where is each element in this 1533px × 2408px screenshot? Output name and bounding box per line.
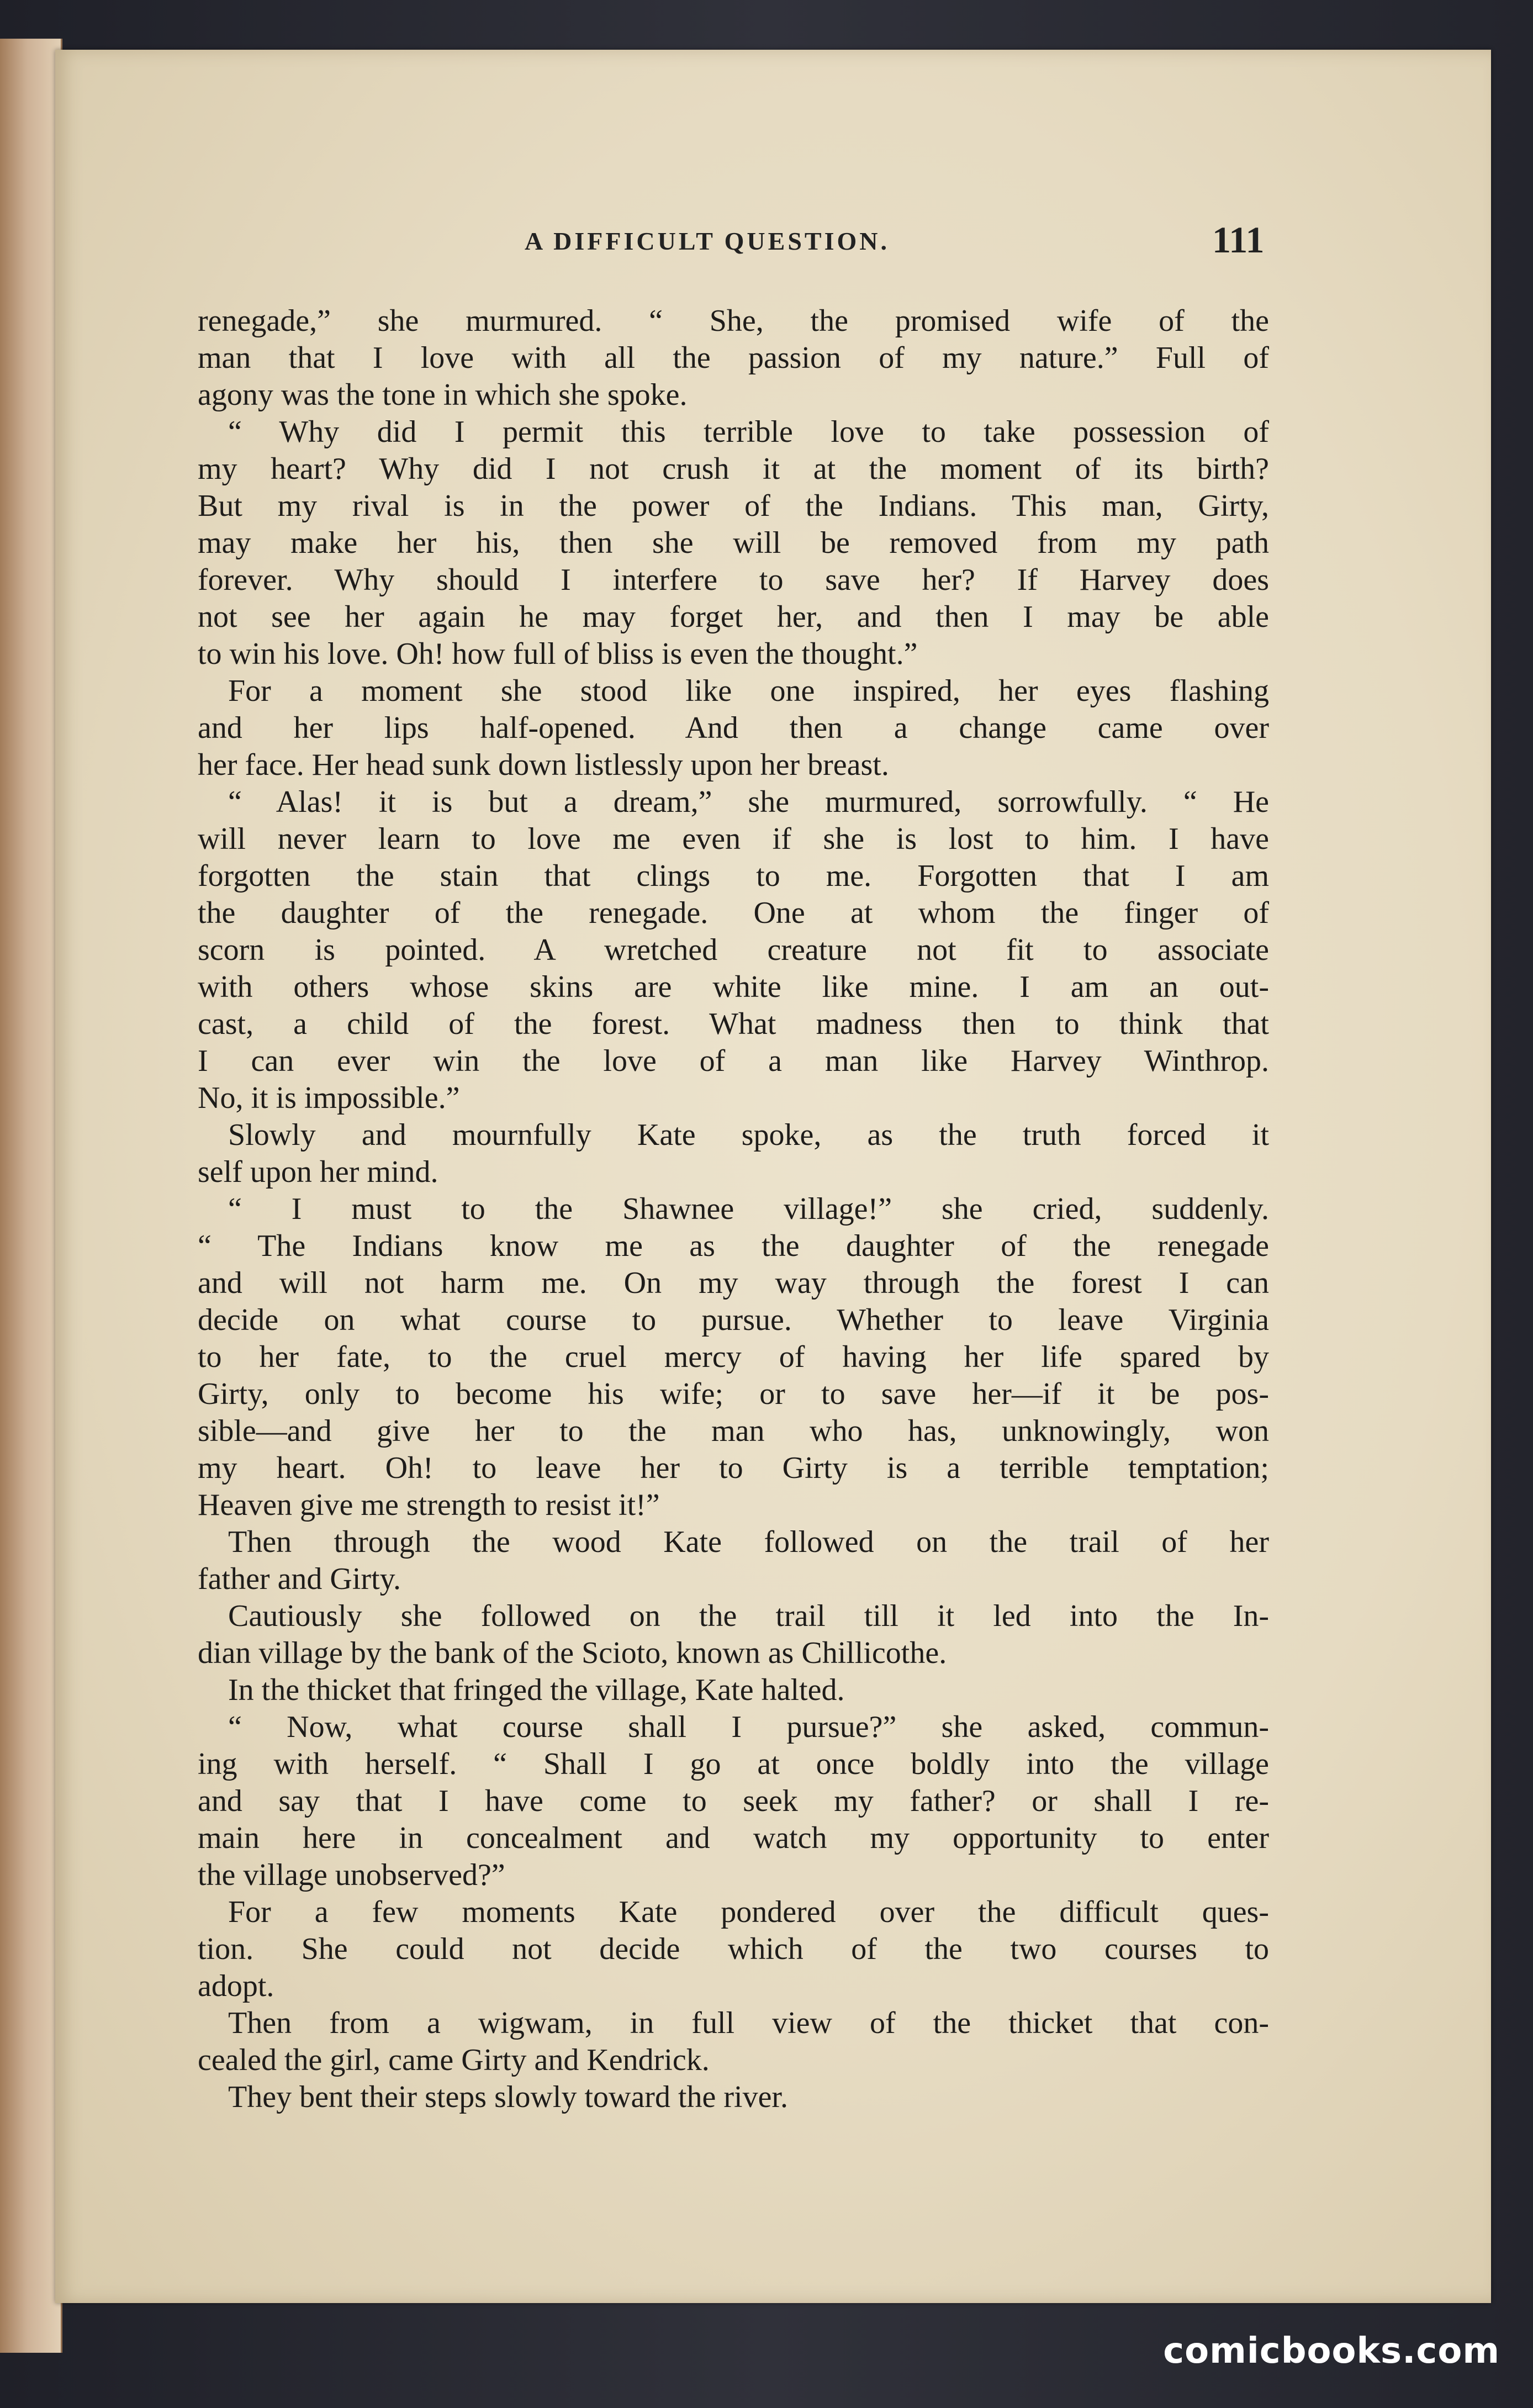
text-line: Slowly and mournfully Kate spoke, as the truth forced it: [228, 1118, 1269, 1152]
text-line: and will not harm me. On my way through the forest I can: [198, 1266, 1269, 1300]
text-line: They bent their steps slowly toward the river.: [228, 2080, 788, 2114]
text-line: not see her again he may forget her, and then I may be able: [198, 600, 1269, 634]
text-line: the daughter of the renegade. One at whom the finger of: [198, 896, 1269, 930]
text-line: may make her his, then she will be removed from my path: [198, 526, 1269, 560]
text-line: No, it is impossible.”: [198, 1081, 460, 1115]
text-line: father and Girty.: [198, 1562, 401, 1596]
text-line: decide on what course to pursue. Whether to leave Virginia: [198, 1303, 1269, 1337]
text-line: “ Alas! it is but a dream,” she murmured, sorrowfully. “ He: [228, 785, 1269, 819]
text-line: Then from a wigwam, in full view of the thicket that con-: [228, 2006, 1269, 2040]
text-line: forever. Why should I interfere to save her? If Harvey does: [198, 563, 1269, 597]
text-line: Girty, only to become his wife; or to save her—if it be pos-: [198, 1377, 1269, 1411]
previous-page-edge: [0, 39, 62, 2353]
text-line: sible—and give her to the man who has, unknowingly, won: [198, 1414, 1269, 1448]
watermark: comicbooks.com: [1163, 2331, 1500, 2372]
text-line: cast, a child of the forest. What madness then to think that: [198, 1007, 1269, 1041]
text-line: ing with herself. “ Shall I go at once boldly into the village: [198, 1747, 1269, 1781]
text-line: with others whose skins are white like mine. I am an out-: [198, 970, 1269, 1004]
text-line: “ I must to the Shawnee village!” she cried, suddenly.: [228, 1192, 1269, 1226]
text-line: “ Now, what course shall I pursue?” she asked, commun-: [228, 1710, 1269, 1744]
text-line: to win his love. Oh! how full of bliss is even the thought.”: [198, 637, 918, 671]
text-line: scorn is pointed. A wretched creature not fit to associate: [198, 933, 1269, 967]
text-line: and her lips half-opened. And then a change came over: [198, 711, 1269, 745]
text-line: tion. She could not decide which of the two courses to: [198, 1932, 1269, 1966]
page-number: 111: [1212, 219, 1265, 261]
text-line: adopt.: [198, 1969, 274, 2003]
text-line: dian village by the bank of the Scioto, known as Chillicothe.: [198, 1636, 947, 1670]
text-line: cealed the girl, came Girty and Kendrick.: [198, 2043, 710, 2077]
text-line: agony was the tone in which she spoke.: [198, 378, 688, 412]
page-text: [198, 303, 1269, 2116]
text-line: renegade,” she murmured. “ She, the promised wife of the: [198, 304, 1269, 338]
text-line: forgotten the stain that clings to me. Forgotten that I am: [198, 859, 1269, 893]
text-line: man that I love with all the passion of my nature.” Full of: [198, 341, 1269, 375]
text-line: my heart? Why did I not crush it at the moment of its birth?: [198, 452, 1269, 486]
text-line: But my rival is in the power of the Indians. This man, Girty,: [198, 489, 1269, 523]
text-line: “ Why did I permit this terrible love to take possession of: [228, 415, 1269, 449]
text-line: Cautiously she followed on the trail till it led into the In-: [228, 1599, 1269, 1633]
text-line: her face. Her head sunk down listlessly upon her breast.: [198, 748, 889, 782]
text-line: For a few moments Kate pondered over the difficult ques-: [228, 1895, 1269, 1929]
text-line: main here in concealment and watch my opportunity to enter: [198, 1821, 1269, 1855]
text-line: the village unobserved?”: [198, 1858, 505, 1892]
text-line: For a moment she stood like one inspired, her eyes flashing: [228, 674, 1269, 708]
text-line: Then through the wood Kate followed on the trail of her: [228, 1525, 1269, 1559]
text-line: In the thicket that fringed the village, Kate halted.: [228, 1673, 845, 1707]
text-line: to her fate, to the cruel mercy of having her life spared by: [198, 1340, 1269, 1374]
text-line: will never learn to love me even if she is lost to him. I have: [198, 822, 1269, 856]
text-line: Heaven give me strength to resist it!”: [198, 1488, 660, 1522]
text-line: I can ever win the love of a man like Harvey Winthrop.: [198, 1044, 1269, 1078]
text-line: and say that I have come to seek my father? or shall I re-: [198, 1784, 1269, 1818]
running-head: A DIFFICULT QUESTION.: [525, 227, 890, 255]
text-line: self upon her mind.: [198, 1155, 438, 1189]
text-line: my heart. Oh! to leave her to Girty is a terrible temptation;: [198, 1451, 1269, 1485]
text-line: “ The Indians know me as the daughter of the renegade: [198, 1229, 1269, 1263]
